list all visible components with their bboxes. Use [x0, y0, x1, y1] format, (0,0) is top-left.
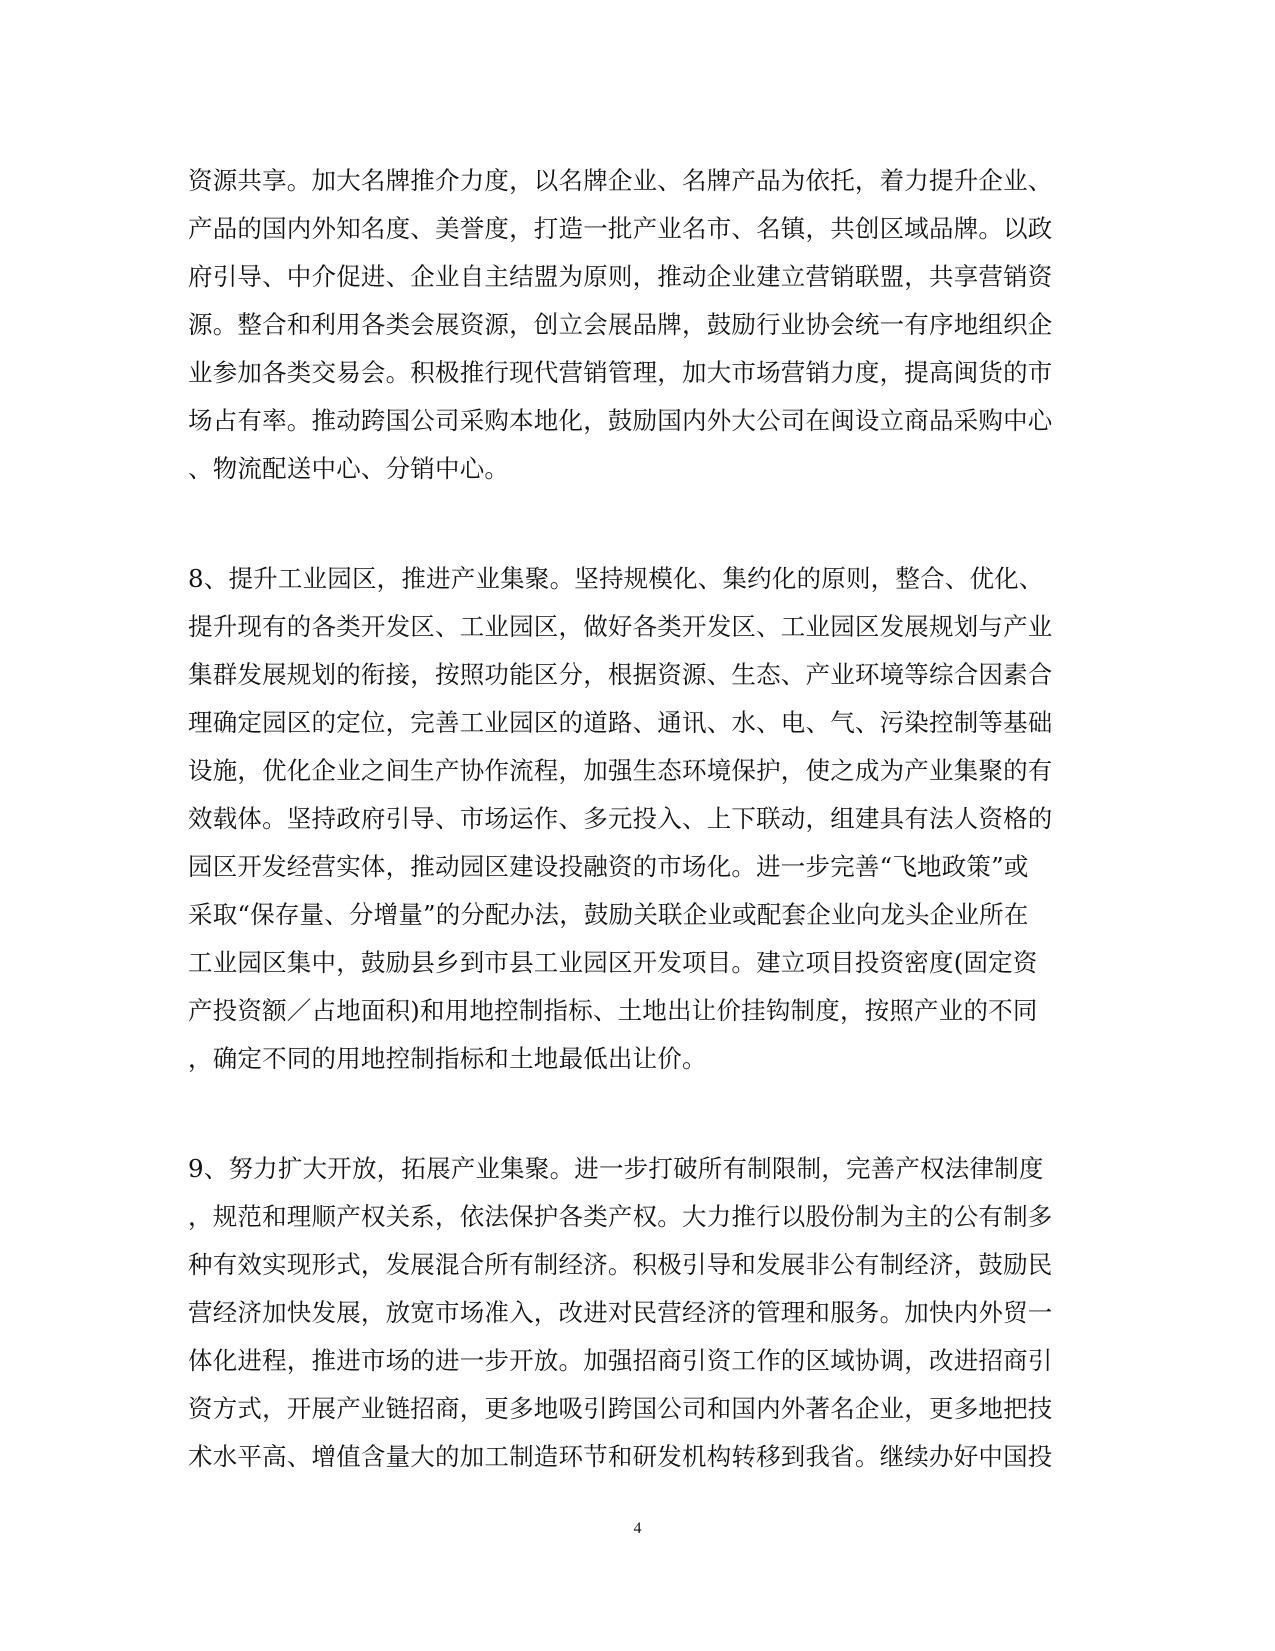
text-line: 8、提升工业园区，推进产业集聚。坚持规模化、集约化的原则，整合、优化、 [188, 564, 1044, 593]
text-line: 提升现有的各类开发区、工业园区，做好各类开发区、工业园区发展规划与产业 [188, 612, 1053, 641]
text-line: 营经济加快发展，放宽市场准入，改进对民营经济的管理和服务。加快内外贸一 [188, 1298, 1053, 1327]
paragraph-industrial-parks [188, 555, 1068, 1083]
text-line: 术水平高、增值含量大的加工制造环节和研发机构转移到我省。继续办好中国投 [188, 1442, 1053, 1471]
text-line: 业参加各类交易会。积极推行现代营销管理，加大市场营销力度，提高闽货的市 [188, 358, 1053, 387]
text-line: 产品的国内外知名度、美誉度，打造一批产业名市、名镇，共创区域品牌。以政 [188, 214, 1053, 243]
text-line: 9、努力扩大开放，拓展产业集聚。进一步打破所有制限制，完善产权法律制度 [188, 1154, 1044, 1183]
text-line: 资源共享。加大名牌推介力度，以名牌企业、名牌产品为依托，着力提升企业、 [188, 166, 1053, 195]
text-line: 理确定园区的定位，完善工业园区的道路、通讯、水、电、气、污染控制等基础 [188, 708, 1053, 737]
text-line: 府引导、中介促进、企业自主结盟为原则，推动企业建立营销联盟，共享营销资 [188, 262, 1053, 291]
text-line: ，规范和理顺产权关系，依法保护各类产权。大力推行以股份制为主的公有制多 [188, 1202, 1053, 1231]
text-line: 设施，优化企业之间生产协作流程，加强生态环境保护，使之成为产业集聚的有 [188, 756, 1053, 785]
text-line: 采取“保存量、分增量”的分配办法，鼓励关联企业或配套企业向龙头企业所在 [188, 900, 1029, 929]
text-line: 集群发展规划的衔接，按照功能区分，根据资源、生态、产业环境等综合因素合 [188, 660, 1053, 689]
text-line: 工业园区集中，鼓励县乡到市县工业园区开发项目。建立项目投资密度(固定资 [188, 948, 1038, 977]
text-line: 场占有率。推动跨国公司采购本地化，鼓励国内外大公司在闽设立商品采购中心 [188, 406, 1053, 435]
text-line: 资方式，开展产业链招商，更多地吸引跨国公司和国内外著名企业，更多地把技 [188, 1394, 1053, 1423]
text-line: 、物流配送中心、分销中心。 [188, 454, 510, 483]
text-line: 种有效实现形式，发展混合所有制经济。积极引导和发展非公有制经济，鼓励民 [188, 1250, 1053, 1279]
paragraph-brand-resources [188, 157, 1068, 493]
text-line: 体化进程，推进市场的进一步开放。加强招商引资工作的区域协调，改进招商引 [188, 1346, 1053, 1375]
text-line: 源。整合和利用各类会展资源，创立会展品牌，鼓励行业协会统一有序地组织企 [188, 310, 1053, 339]
text-line: 产投资额／占地面积)和用地控制指标、土地出让价挂钩制度，按照产业的不同 [188, 996, 1038, 1025]
text-line: 园区开发经营实体，推动园区建设投融资的市场化。进一步完善“飞地政策”或 [188, 852, 1029, 881]
paragraph-expand-opening [188, 1145, 1068, 1481]
page-number: 4 [633, 1520, 642, 1537]
text-line: 效载体。坚持政府引导、市场运作、多元投入、上下联动，组建具有法人资格的 [188, 804, 1053, 833]
text-line: ，确定不同的用地控制指标和土地最低出让价。 [188, 1044, 707, 1073]
